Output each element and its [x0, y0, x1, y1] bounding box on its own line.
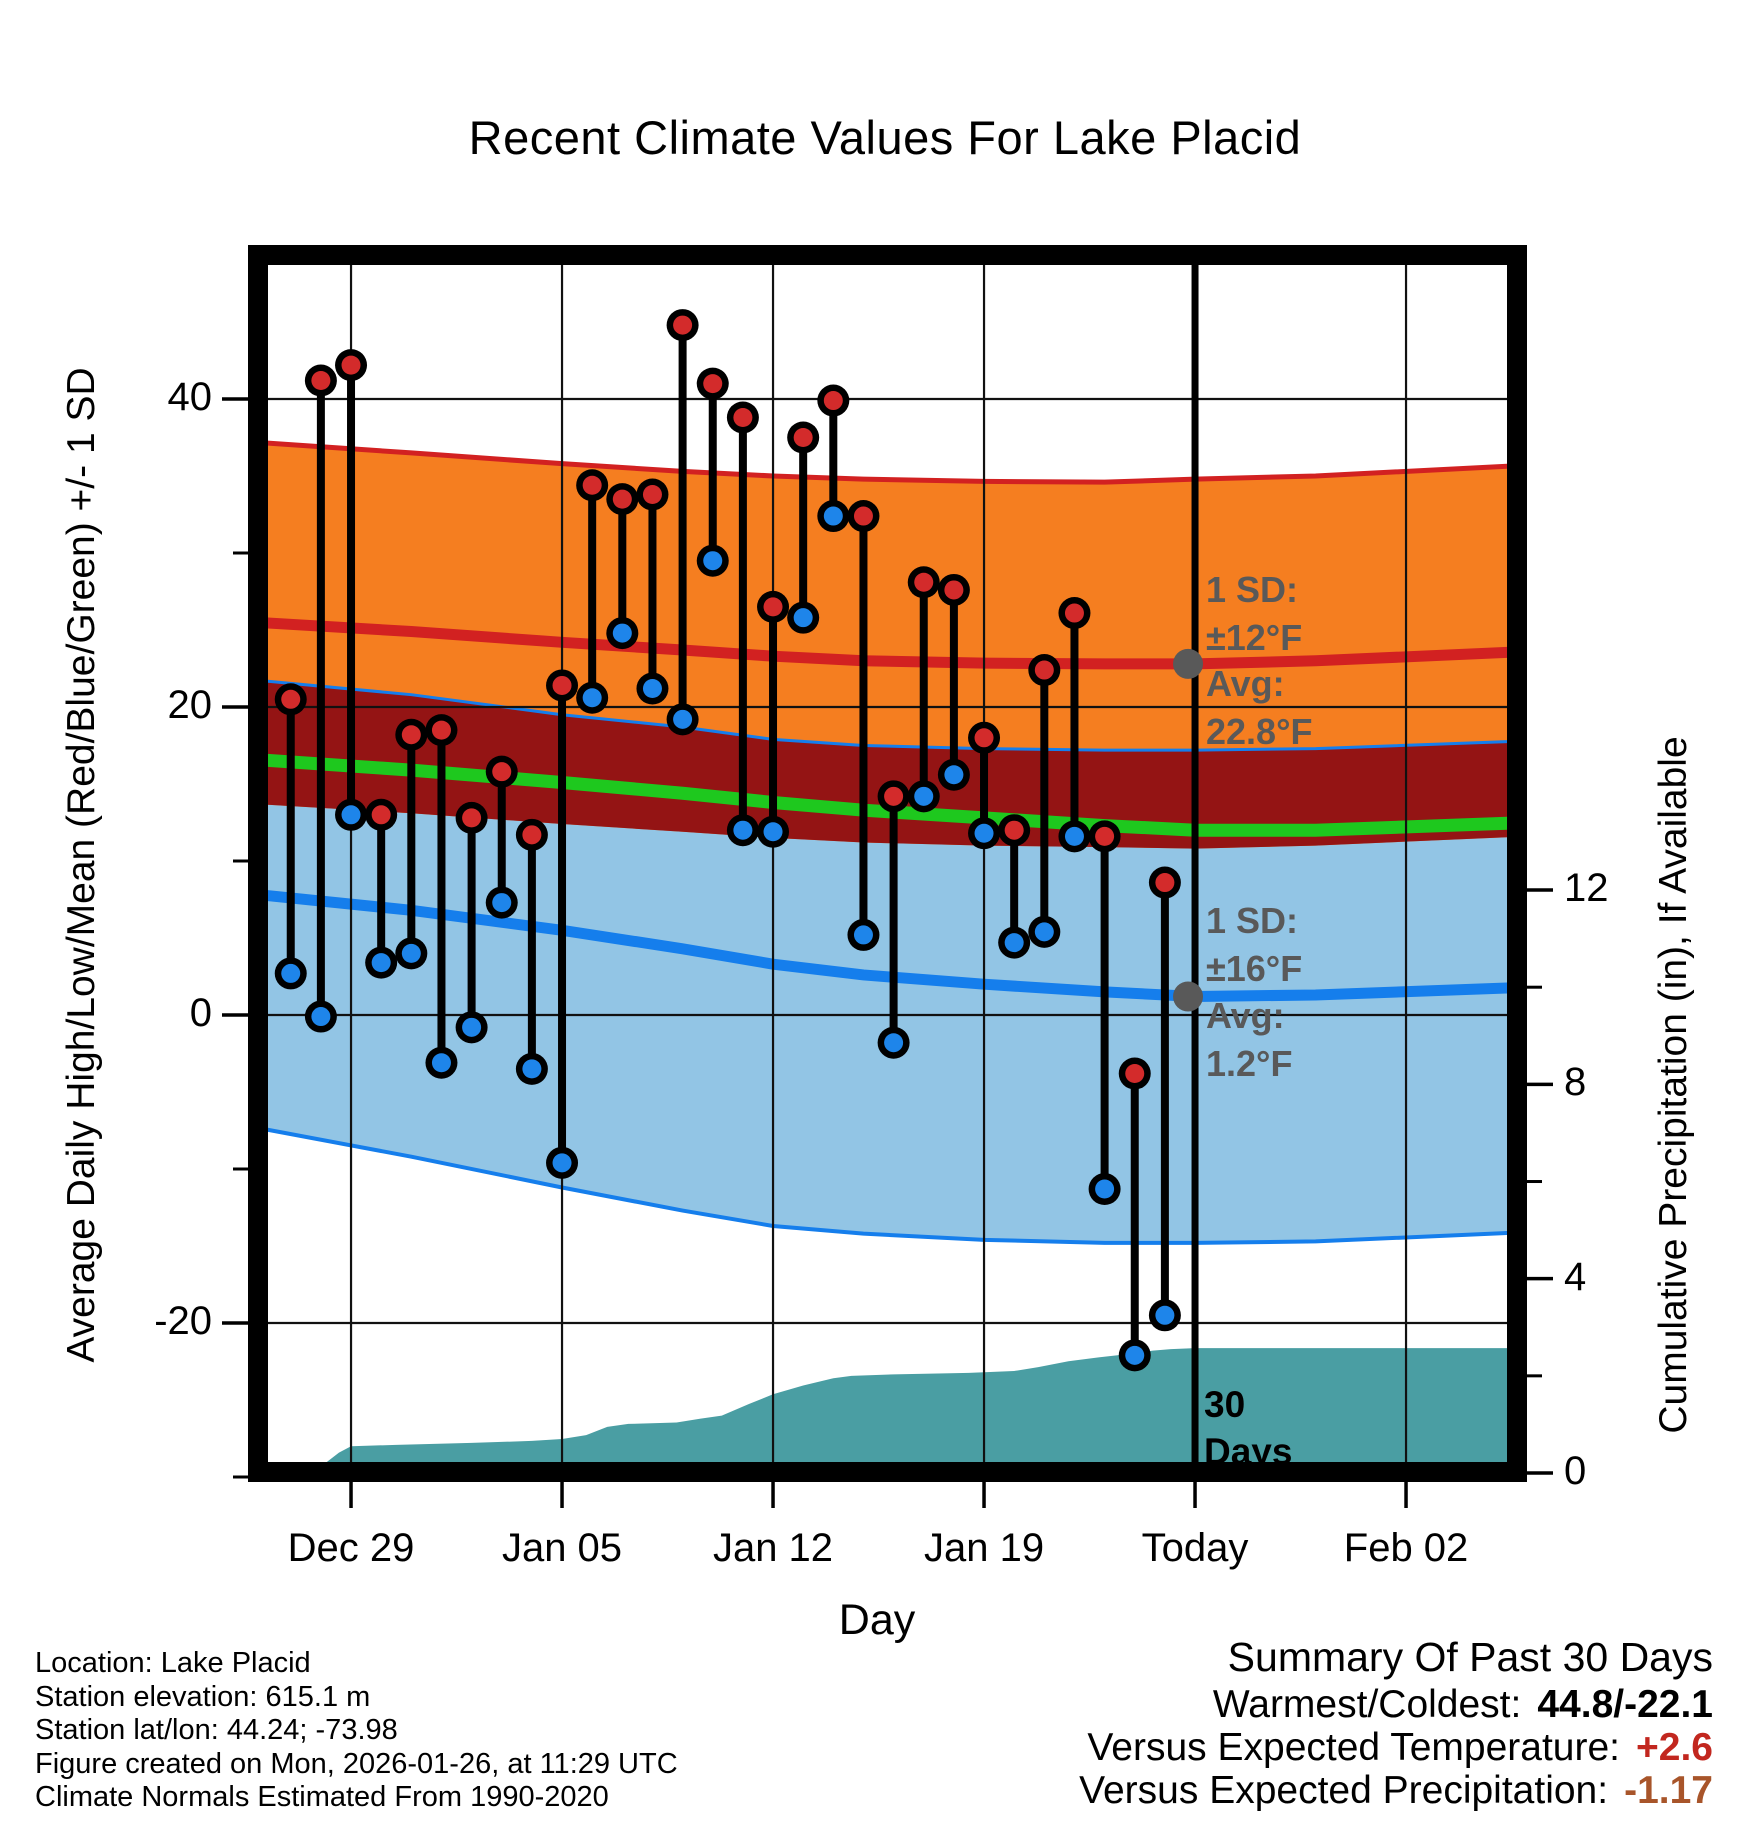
daily-high-dot [372, 805, 391, 824]
daily-low-dot [854, 925, 873, 944]
annotation-high-sd-line1: 1 SD: [1206, 569, 1299, 610]
daily-high-dot [1035, 661, 1054, 680]
daily-high-dot [281, 690, 300, 709]
daily-low-dot [342, 805, 361, 824]
daily-high-dot [1155, 873, 1174, 892]
daily-high-dot [311, 371, 330, 390]
daily-high-dot [402, 725, 421, 744]
daily-high-dot [522, 825, 541, 844]
summary-label: Versus Expected Temperature: [1087, 1726, 1620, 1769]
annotation-low-avg-line1: Avg: [1206, 995, 1285, 1036]
y-axis-tick-label-left: 40 [167, 375, 212, 419]
y-axis-tick-label-right: 0 [1564, 1449, 1587, 1493]
y-axis-tick-label-right: 12 [1564, 866, 1609, 911]
figure-created-timestamp: Figure created on Mon, 2026-01-26, at 11:29 UTC [35, 1747, 678, 1780]
daily-high-dot [342, 356, 361, 375]
daily-low-dot [372, 953, 391, 972]
annotation-high-sd [1206, 566, 1302, 662]
summary-row-warmest-coldest [1079, 1683, 1713, 1726]
daily-low-dot [733, 821, 752, 840]
daily-low-dot [522, 1059, 541, 1078]
daily-low-dot [1125, 1346, 1144, 1365]
daily-low-dot [281, 964, 300, 983]
annotation-low-sd-line2: ±16°F [1206, 948, 1303, 989]
annotation-30-days-line2: Days [1204, 1431, 1293, 1472]
y-axis-label-right: Cumulative Precipitation (in), If Available [1652, 736, 1695, 1434]
y-axis-tick-label-left: -20 [154, 1299, 212, 1343]
summary-value: 44.8/-22.1 [1537, 1683, 1713, 1726]
x-axis-tick-label: Feb 02 [1343, 1526, 1469, 1570]
daily-low-dot [432, 1053, 451, 1072]
daily-high-dot [703, 374, 722, 393]
daily-low-dot [583, 688, 602, 707]
x-axis-tick-label: Jan 12 [712, 1526, 834, 1570]
daily-high-dot [975, 728, 994, 747]
daily-high-dot [643, 485, 662, 504]
daily-low-dot [462, 1018, 481, 1037]
daily-low-dot [884, 1033, 903, 1052]
annotation-30-days [1204, 1381, 1292, 1475]
y-axis-label-left: Average Daily High/Low/Mean (Red/Blue/Green) +/- 1 SD [60, 367, 103, 1363]
daily-low-dot [402, 944, 421, 963]
daily-high-dot [824, 391, 843, 410]
daily-low-dot [1065, 827, 1084, 846]
daily-high-dot [673, 316, 692, 335]
cumulative-precip-area [309, 1348, 1527, 1473]
daily-low-dot [643, 679, 662, 698]
daily-high-dot [794, 428, 813, 447]
summary-title: Summary Of Past 30 Days [1227, 1634, 1713, 1680]
summary-value: -1.17 [1624, 1769, 1713, 1812]
annotation-high-sd-line2: ±12°F [1206, 617, 1303, 658]
daily-high-dot [492, 762, 511, 781]
summary-label: Warmest/Coldest: [1212, 1683, 1522, 1726]
daily-high-dot [914, 573, 933, 592]
annotation-high-avg-line1: Avg: [1206, 663, 1285, 704]
annotation-30-days-line1: 30 [1204, 1384, 1246, 1425]
daily-high-dot [884, 787, 903, 806]
daily-high-dot [1005, 821, 1024, 840]
x-axis-label: Day [838, 1596, 916, 1644]
daily-high-dot [764, 597, 783, 616]
daily-low-dot [553, 1153, 572, 1172]
daily-low-dot [794, 608, 813, 627]
y-axis-tick-label-right: 8 [1564, 1060, 1587, 1105]
daily-low-dot [1035, 922, 1054, 941]
annotation-high-avg-line2: 22.8°F [1206, 711, 1313, 752]
daily-high-dot [1095, 827, 1114, 846]
annotation-low-avg-line2: 1.2°F [1206, 1043, 1293, 1084]
summary-panel [1079, 1634, 1713, 1810]
daily-high-dot [462, 808, 481, 827]
daily-high-dot [553, 676, 572, 695]
daily-high-dot [1125, 1064, 1144, 1083]
summary-label: Versus Expected Precipitation: [1079, 1769, 1609, 1812]
daily-high-dot [613, 490, 632, 509]
climate-normals-note: Climate Normals Estimated From 1990-2020 [35, 1781, 609, 1813]
daily-low-dot [673, 710, 692, 729]
daily-low-dot [975, 824, 994, 843]
annotation-low-sd-line1: 1 SD: [1206, 900, 1299, 941]
today-high-avg-marker [1173, 649, 1203, 679]
daily-high-dot [583, 476, 602, 495]
y-axis-tick-label-left: 20 [167, 683, 212, 727]
daily-high-dot [944, 580, 963, 599]
x-axis-tick-label: Jan 19 [923, 1526, 1045, 1570]
annotation-low-sd [1206, 897, 1302, 993]
y-axis-tick-label-right: 4 [1564, 1254, 1587, 1299]
daily-high-dot [1065, 604, 1084, 623]
summary-row-vs-precipitation [1079, 1769, 1713, 1812]
daily-low-dot [914, 787, 933, 806]
daily-low-dot [703, 551, 722, 570]
plot-area [230, 265, 1526, 1473]
chart-title: Recent Climate Values For Lake Placid [468, 111, 1302, 164]
summary-row-vs-temperature [1079, 1726, 1713, 1769]
daily-low-dot [1095, 1180, 1114, 1199]
daily-low-dot [824, 507, 843, 526]
x-axis-tick-label: Dec 29 [287, 1526, 415, 1570]
daily-low-dot [944, 765, 963, 784]
daily-high-dot [733, 408, 752, 427]
station-latlon: Station lat/lon: 44.24; -73.98 [35, 1714, 398, 1746]
daily-low-dot [764, 822, 783, 841]
station-location: Location: Lake Placid [35, 1647, 311, 1679]
x-axis-tick-label: Today [1141, 1526, 1249, 1570]
daily-low-dot [492, 893, 511, 912]
daily-low-dot [311, 1007, 330, 1026]
daily-low-dot [1155, 1306, 1174, 1325]
y-axis-tick-label-left: 0 [189, 991, 212, 1035]
daily-high-dot [432, 721, 451, 740]
station-info [35, 1647, 678, 1815]
summary-value: +2.6 [1636, 1726, 1713, 1769]
annotation-high-avg [1206, 660, 1312, 756]
daily-high-dot [854, 507, 873, 526]
daily-low-dot [613, 624, 632, 643]
daily-low-dot [1005, 933, 1024, 952]
today-low-avg-marker [1173, 982, 1203, 1012]
annotation-low-avg [1206, 992, 1292, 1088]
station-elevation: Station elevation: 615.1 m [35, 1680, 371, 1713]
x-axis-tick-label: Jan 05 [501, 1526, 623, 1570]
